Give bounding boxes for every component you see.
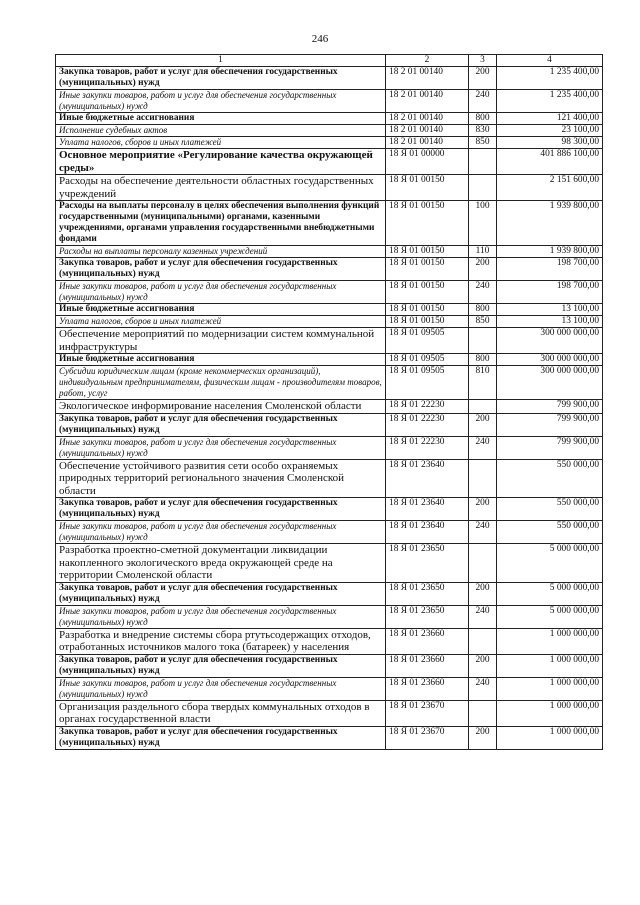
- row-amount-cell: 1 000 000,00: [497, 628, 603, 654]
- row-name-cell: Расходы на обеспечение деятельности областных государственных учреждений: [56, 175, 386, 201]
- row-amount-cell: 13 100,00: [497, 304, 603, 316]
- row-vr-cell: 200: [469, 726, 497, 749]
- row-name-cell: Иные закупки товаров, работ и услуг для обеспечения государственных (муниципальных) нужд: [56, 677, 386, 700]
- row-code-cell: 18 Я 01 09505: [386, 328, 469, 354]
- table-row: [56, 436, 603, 459]
- row-name-cell: Исполнение судебных актов: [56, 125, 386, 137]
- row-amount-cell: 23 100,00: [497, 125, 603, 137]
- row-amount-cell: 1 939 800,00: [497, 201, 603, 246]
- table-row: [56, 521, 603, 544]
- row-name-cell: Закупка товаров, работ и услуг для обеспечения государственных (муниципальных) нужд: [56, 258, 386, 281]
- row-vr-cell: 240: [469, 605, 497, 628]
- row-name-cell: Расходы на выплаты персоналу казенных учреждений: [56, 246, 386, 258]
- table-row: [56, 137, 603, 149]
- row-amount-cell: 300 000 000,00: [497, 366, 603, 400]
- row-vr-cell: 200: [469, 654, 497, 677]
- row-name-cell: Разработка проектно-сметной документации ликвидации накопленного экологического вреда окружающей среде на территории Смоленской области: [56, 544, 386, 583]
- row-amount-cell: 300 000 000,00: [497, 328, 603, 354]
- row-amount-cell: 198 700,00: [497, 258, 603, 281]
- row-name-cell: Иные закупки товаров, работ и услуг для обеспечения государственных (муниципальных) нужд: [56, 521, 386, 544]
- row-code-cell: 18 Я 01 23660: [386, 677, 469, 700]
- header-cell-amount: 4: [497, 55, 603, 67]
- row-vr-cell: 800: [469, 113, 497, 125]
- row-vr-cell: [469, 700, 497, 726]
- row-amount-cell: 2 151 600,00: [497, 175, 603, 201]
- row-code-cell: 18 2 01 00140: [386, 113, 469, 125]
- row-amount-cell: 5 000 000,00: [497, 544, 603, 583]
- row-amount-cell: 1 000 000,00: [497, 654, 603, 677]
- row-vr-cell: 850: [469, 316, 497, 328]
- table-row: [56, 201, 603, 246]
- row-name-cell: Иные бюджетные ассигнования: [56, 354, 386, 366]
- row-vr-cell: 110: [469, 246, 497, 258]
- table-row: [56, 328, 603, 354]
- row-amount-cell: 799 900,00: [497, 413, 603, 436]
- row-amount-cell: 1 000 000,00: [497, 726, 603, 749]
- table-row: [56, 258, 603, 281]
- row-name-cell: Обеспечение устойчивого развития сети особо охраняемых природных территорий регионального значения Смоленской области: [56, 459, 386, 498]
- row-vr-cell: 200: [469, 498, 497, 521]
- table-row: [56, 400, 603, 414]
- row-name-cell: Закупка товаров, работ и услуг для обеспечения государственных (муниципальных) нужд: [56, 498, 386, 521]
- row-name-cell: Закупка товаров, работ и услуг для обеспечения государственных (муниципальных) нужд: [56, 413, 386, 436]
- table-row: [56, 605, 603, 628]
- row-vr-cell: [469, 175, 497, 201]
- row-code-cell: 18 Я 01 23670: [386, 700, 469, 726]
- row-vr-cell: [469, 459, 497, 498]
- row-amount-cell: 121 400,00: [497, 113, 603, 125]
- table-row: [56, 67, 603, 90]
- row-amount-cell: 550 000,00: [497, 521, 603, 544]
- row-amount-cell: 300 000 000,00: [497, 354, 603, 366]
- row-name-cell: Иные закупки товаров, работ и услуг для обеспечения государственных (муниципальных) нужд: [56, 436, 386, 459]
- row-vr-cell: [469, 544, 497, 583]
- table-row: [56, 654, 603, 677]
- row-amount-cell: 5 000 000,00: [497, 582, 603, 605]
- row-code-cell: 18 Я 01 23660: [386, 628, 469, 654]
- row-amount-cell: 401 886 100,00: [497, 149, 603, 175]
- table-row: [56, 149, 603, 175]
- header-cell-vr: 3: [469, 55, 497, 67]
- table-row: [56, 113, 603, 125]
- row-vr-cell: 200: [469, 413, 497, 436]
- row-name-cell: Разработка и внедрение системы сбора ртутьсодержащих отходов, отработанных источников малого тока (батареек) у населения: [56, 628, 386, 654]
- table-row: [56, 304, 603, 316]
- row-code-cell: 18 2 01 00140: [386, 125, 469, 137]
- row-amount-cell: 799 900,00: [497, 436, 603, 459]
- row-name-cell: Закупка товаров, работ и услуг для обеспечения государственных (муниципальных) нужд: [56, 67, 386, 90]
- row-code-cell: 18 2 01 00140: [386, 90, 469, 113]
- table-row: [56, 459, 603, 498]
- table-row: [56, 677, 603, 700]
- header-cell-code: 2: [386, 55, 469, 67]
- row-amount-cell: 550 000,00: [497, 459, 603, 498]
- header-cell-name: 1: [56, 55, 386, 67]
- row-vr-cell: [469, 628, 497, 654]
- budget-table: [55, 54, 603, 750]
- row-name-cell: Закупка товаров, работ и услуг для обеспечения государственных (муниципальных) нужд: [56, 582, 386, 605]
- table-row: [56, 354, 603, 366]
- table-row: [56, 413, 603, 436]
- row-vr-cell: 240: [469, 521, 497, 544]
- table-row: [56, 628, 603, 654]
- row-code-cell: 18 Я 01 00150: [386, 201, 469, 246]
- table-row: [56, 316, 603, 328]
- row-vr-cell: 200: [469, 582, 497, 605]
- row-code-cell: 18 Я 01 22230: [386, 436, 469, 459]
- row-name-cell: Расходы на выплаты персоналу в целях обеспечения выполнения функций государственными (муниципальными) органами, казенными учреждениями, органами управления государственными внебюджетными фондами: [56, 201, 386, 246]
- row-amount-cell: 98 300,00: [497, 137, 603, 149]
- table-row: [56, 582, 603, 605]
- row-vr-cell: 200: [469, 67, 497, 90]
- table-row: [56, 726, 603, 749]
- row-amount-cell: 1 000 000,00: [497, 677, 603, 700]
- row-vr-cell: 800: [469, 304, 497, 316]
- table-row: [56, 246, 603, 258]
- table-row: [56, 544, 603, 583]
- row-code-cell: 18 Я 01 23640: [386, 498, 469, 521]
- row-code-cell: 18 Я 01 00150: [386, 316, 469, 328]
- row-name-cell: Иные закупки товаров, работ и услуг для обеспечения государственных (муниципальных) нужд: [56, 90, 386, 113]
- row-name-cell: Иные закупки товаров, работ и услуг для обеспечения государственных (муниципальных) нужд: [56, 605, 386, 628]
- row-vr-cell: 200: [469, 258, 497, 281]
- row-name-cell: Иные закупки товаров, работ и услуг для обеспечения государственных (муниципальных) нужд: [56, 281, 386, 304]
- row-code-cell: 18 Я 01 00150: [386, 258, 469, 281]
- row-vr-cell: 240: [469, 281, 497, 304]
- row-code-cell: 18 Я 01 22230: [386, 413, 469, 436]
- row-code-cell: 18 Я 01 22230: [386, 400, 469, 414]
- row-amount-cell: 198 700,00: [497, 281, 603, 304]
- row-vr-cell: 240: [469, 436, 497, 459]
- row-name-cell: Иные бюджетные ассигнования: [56, 304, 386, 316]
- row-code-cell: 18 Я 01 00150: [386, 246, 469, 258]
- row-code-cell: 18 Я 01 23650: [386, 605, 469, 628]
- row-vr-cell: [469, 328, 497, 354]
- row-amount-cell: 799 900,00: [497, 400, 603, 414]
- row-name-cell: Организация раздельного сбора твердых коммунальных отходов в органах государственной власти: [56, 700, 386, 726]
- row-code-cell: 18 Я 01 00150: [386, 281, 469, 304]
- header-row: [56, 55, 603, 67]
- row-code-cell: 18 Я 01 23670: [386, 726, 469, 749]
- row-name-cell: Уплата налогов, сборов и иных платежей: [56, 316, 386, 328]
- row-code-cell: 18 Я 01 23650: [386, 582, 469, 605]
- row-code-cell: 18 Я 01 00000: [386, 149, 469, 175]
- row-amount-cell: 1 939 800,00: [497, 246, 603, 258]
- row-name-cell: Обеспечение мероприятий по модернизации систем коммунальной инфраструктуры: [56, 328, 386, 354]
- row-code-cell: 18 2 01 00140: [386, 137, 469, 149]
- row-amount-cell: 13 100,00: [497, 316, 603, 328]
- table-row: [56, 366, 603, 400]
- row-code-cell: 18 Я 01 23640: [386, 521, 469, 544]
- row-name-cell: Уплата налогов, сборов и иных платежей: [56, 137, 386, 149]
- table-row: [56, 90, 603, 113]
- row-amount-cell: 1 235 400,00: [497, 67, 603, 90]
- row-vr-cell: 810: [469, 366, 497, 400]
- row-code-cell: 18 Я 01 09505: [386, 354, 469, 366]
- table-row: [56, 700, 603, 726]
- row-code-cell: 18 Я 01 09505: [386, 366, 469, 400]
- row-code-cell: 18 Я 01 23650: [386, 544, 469, 583]
- row-vr-cell: 240: [469, 677, 497, 700]
- row-code-cell: 18 Я 01 00150: [386, 175, 469, 201]
- table-row: [56, 281, 603, 304]
- row-name-cell: Основное мероприятие «Регулирование качества окружающей среды»: [56, 149, 386, 175]
- page-number: 246: [311, 33, 329, 45]
- row-vr-cell: 100: [469, 201, 497, 246]
- row-code-cell: 18 Я 01 00150: [386, 304, 469, 316]
- row-name-cell: Закупка товаров, работ и услуг для обеспечения государственных (муниципальных) нужд: [56, 726, 386, 749]
- row-amount-cell: 1 000 000,00: [497, 700, 603, 726]
- row-code-cell: 18 Я 01 23640: [386, 459, 469, 498]
- row-vr-cell: [469, 400, 497, 414]
- row-code-cell: 18 2 01 00140: [386, 67, 469, 90]
- row-code-cell: 18 Я 01 23660: [386, 654, 469, 677]
- row-name-cell: Субсидии юридическим лицам (кроме некоммерческих организаций), индивидуальным предпринимателям, физическим лицам - производителям товаров, работ, услуг: [56, 366, 386, 400]
- row-amount-cell: 1 235 400,00: [497, 90, 603, 113]
- row-name-cell: Экологическое информирование населения Смоленской области: [56, 400, 386, 414]
- row-name-cell: Иные бюджетные ассигнования: [56, 113, 386, 125]
- row-vr-cell: 240: [469, 90, 497, 113]
- row-amount-cell: 5 000 000,00: [497, 605, 603, 628]
- table-row: [56, 125, 603, 137]
- row-vr-cell: [469, 149, 497, 175]
- row-vr-cell: 800: [469, 354, 497, 366]
- table-row: [56, 498, 603, 521]
- row-name-cell: Закупка товаров, работ и услуг для обеспечения государственных (муниципальных) нужд: [56, 654, 386, 677]
- table-row: [56, 175, 603, 201]
- row-vr-cell: 850: [469, 137, 497, 149]
- row-vr-cell: 830: [469, 125, 497, 137]
- row-amount-cell: 550 000,00: [497, 498, 603, 521]
